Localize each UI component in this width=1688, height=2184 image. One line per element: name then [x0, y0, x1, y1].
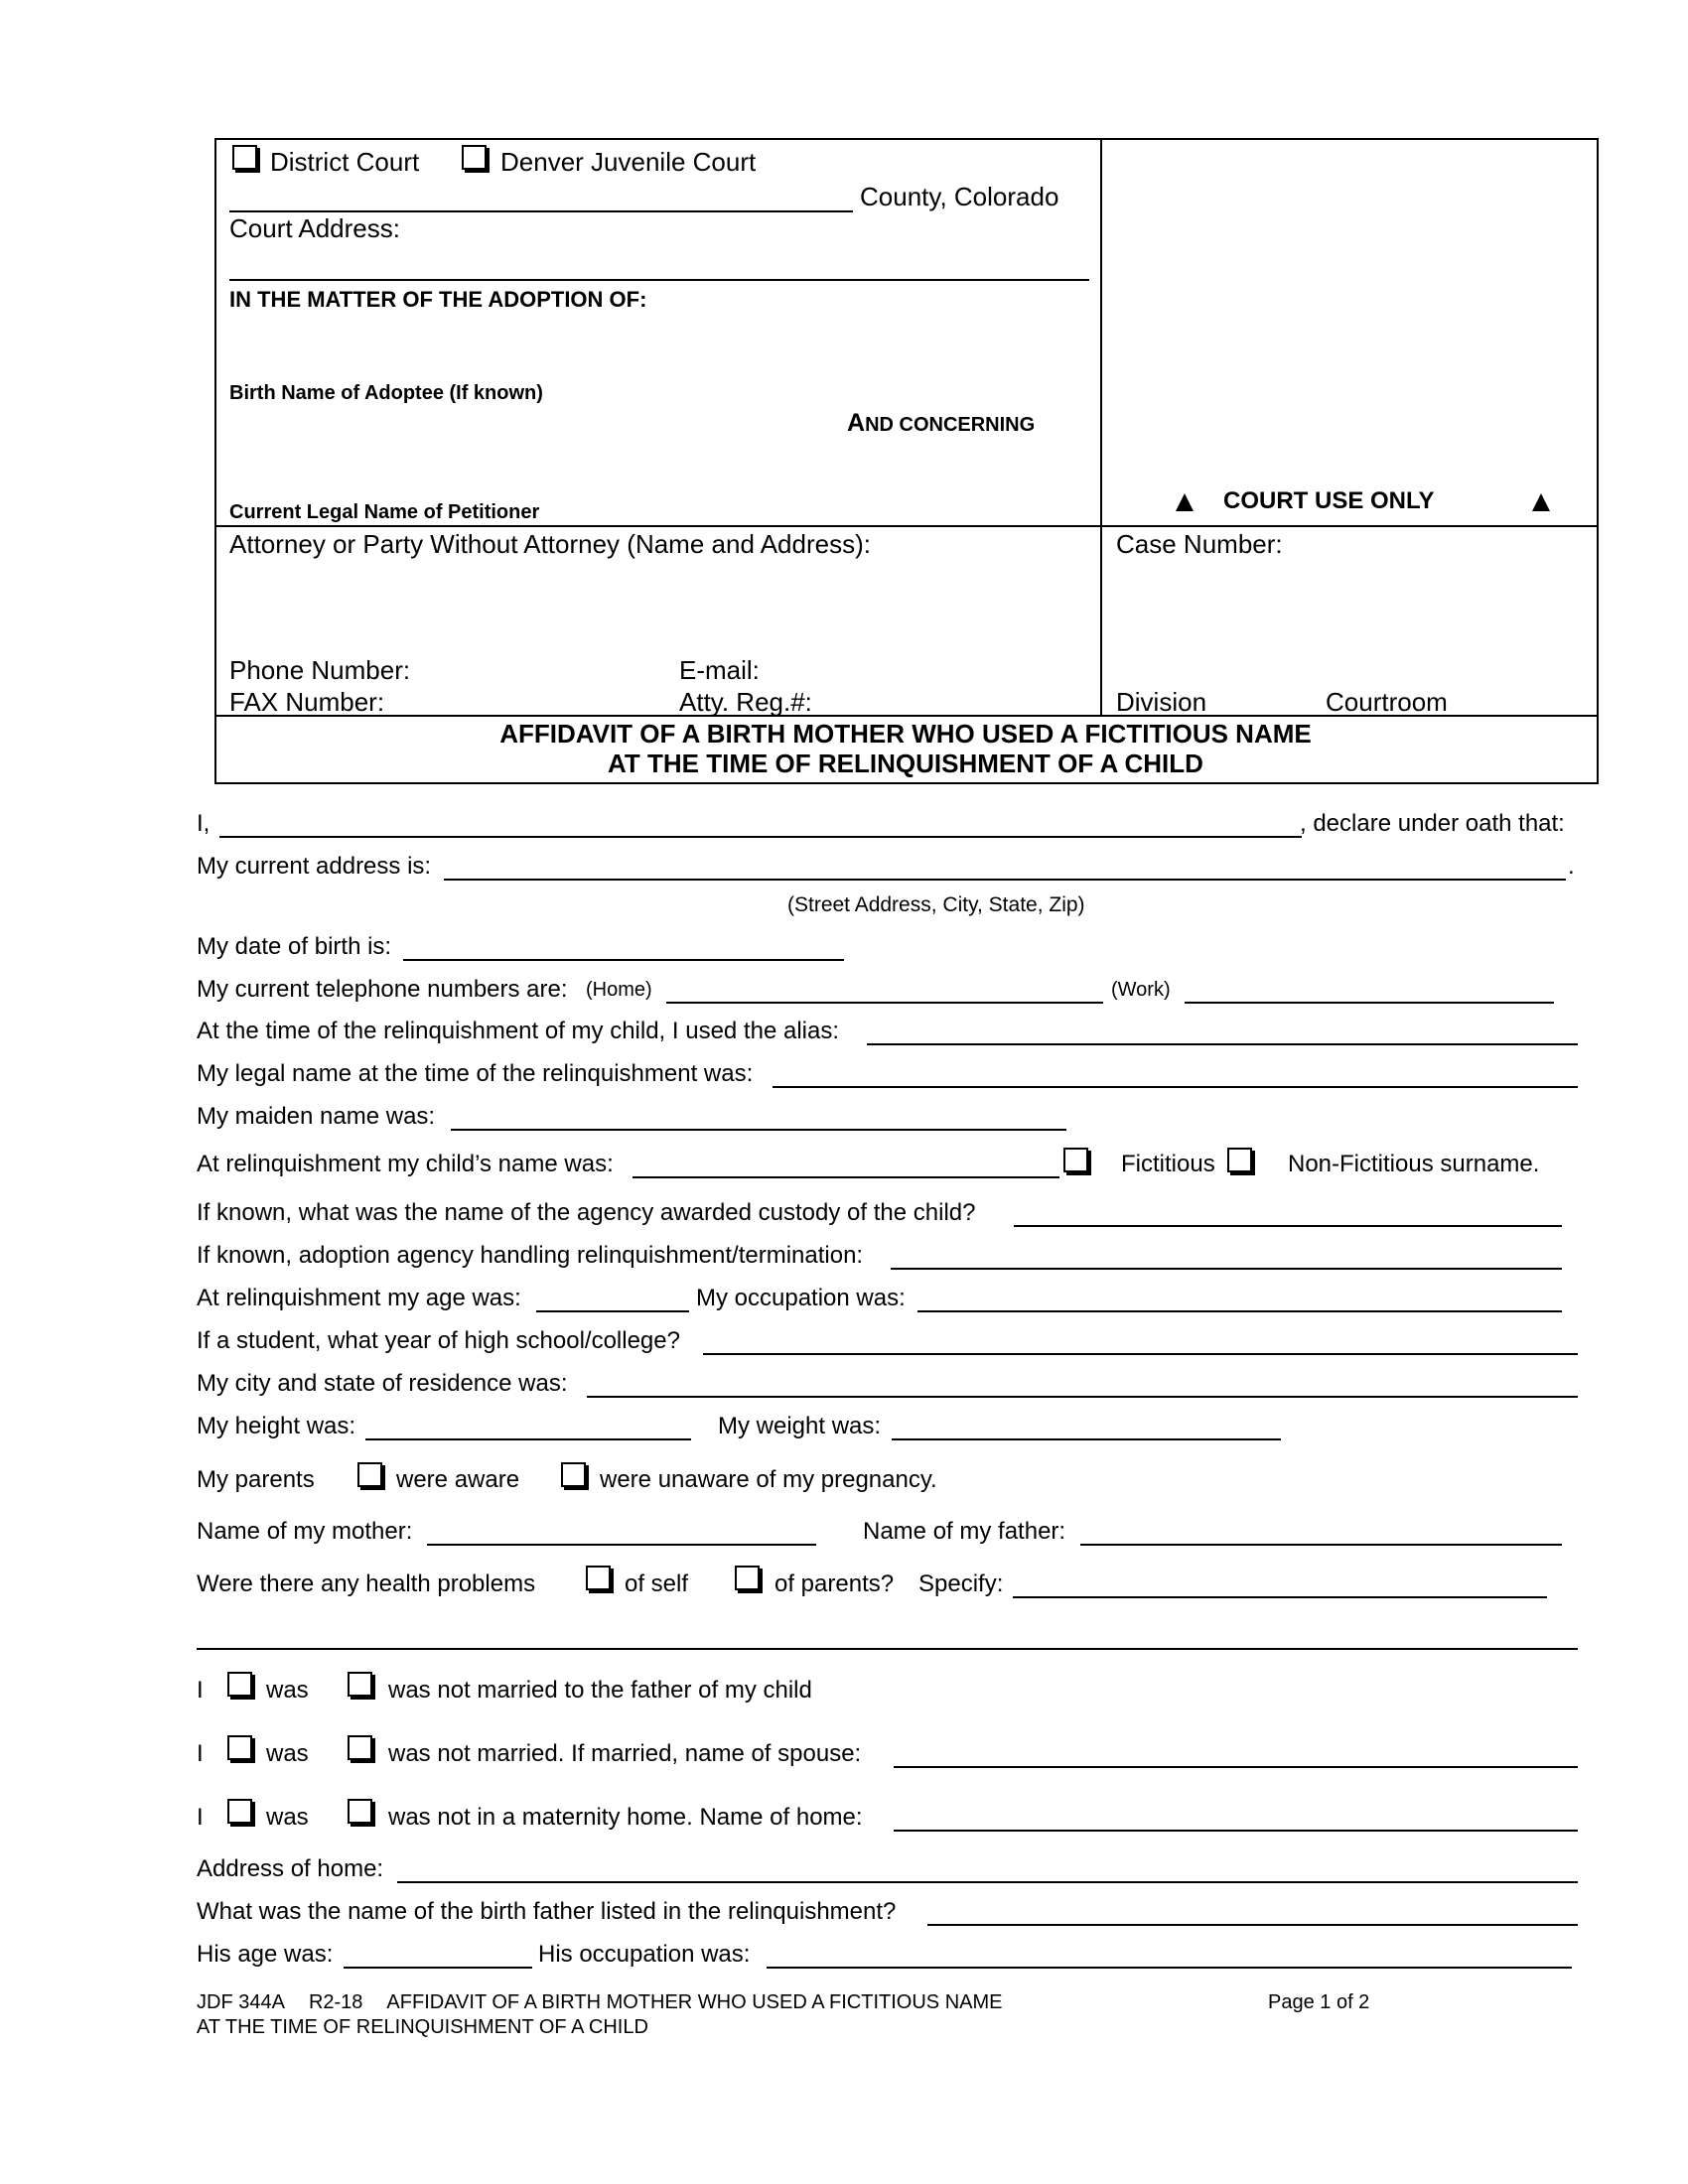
court-address-label: Court Address:	[229, 213, 400, 243]
up-arrow-right-icon	[1532, 493, 1550, 511]
mother-name-label: Name of my mother:	[197, 1518, 413, 1545]
and-concerning-label: AND CONCERNING	[847, 409, 1036, 437]
alias-field[interactable]	[867, 1043, 1578, 1045]
caption-divider-vertical	[1100, 138, 1102, 715]
occupation-field[interactable]	[917, 1310, 1562, 1312]
mother-name-field[interactable]	[427, 1544, 816, 1546]
footer-line1	[197, 1991, 1002, 2014]
county-colorado-label: County, Colorado	[860, 182, 1059, 211]
non-fictitious-label: Non-Fictitious surname.	[1288, 1151, 1540, 1177]
married-spouse-was-not-checkbox[interactable]	[348, 1735, 372, 1760]
attorney-label: Attorney or Party Without Attorney (Name and Address):	[229, 529, 871, 559]
caption-divider-attorney	[214, 525, 1597, 527]
maternity-was-not-checkbox[interactable]	[348, 1799, 372, 1824]
occupation-was-label: My occupation was:	[696, 1285, 906, 1311]
address-home-label: Address of home:	[197, 1855, 384, 1882]
father-name-label: Name of my father:	[863, 1518, 1066, 1545]
division-label: Division	[1116, 687, 1207, 717]
fax-number-label: FAX Number:	[229, 687, 385, 717]
were-aware-label: were aware	[396, 1466, 520, 1493]
my-parents-label: My parents	[197, 1466, 315, 1493]
student-year-field[interactable]	[703, 1353, 1578, 1355]
case-number-label: Case Number:	[1116, 529, 1283, 559]
maternity-home-name-field[interactable]	[894, 1830, 1578, 1832]
phones-label: My current telephone numbers are:	[197, 976, 568, 1003]
child-name-label: At relinquishment my child’s name was:	[197, 1151, 614, 1177]
county-field[interactable]	[229, 210, 853, 212]
address-home-field[interactable]	[397, 1881, 1578, 1883]
address-hint: (Street Address, City, State, Zip)	[787, 893, 1085, 916]
declare-label: , declare under oath that:	[1300, 810, 1565, 837]
married-father-was-checkbox[interactable]	[227, 1672, 252, 1697]
of-self-label: of self	[625, 1570, 689, 1597]
court-use-only-label: COURT USE ONLY	[1223, 487, 1435, 514]
health-problems-label: Were there any health problems	[197, 1570, 536, 1597]
birth-father-label: What was the name of the birth father listed in the relinquishment?	[197, 1898, 897, 1925]
age-was-label: At relinquishment my age was:	[197, 1285, 521, 1311]
dob-field[interactable]	[403, 959, 844, 961]
current-address-label: My current address is:	[197, 853, 432, 880]
district-court-checkbox[interactable]	[232, 145, 257, 170]
footer-revision: R2-18	[308, 1991, 363, 2013]
court-address-field[interactable]	[229, 279, 1089, 281]
parents-unaware-checkbox[interactable]	[561, 1462, 586, 1487]
up-arrow-left-icon	[1176, 493, 1194, 511]
denver-juvenile-court-checkbox[interactable]	[462, 145, 487, 170]
denver-juvenile-court-label: Denver Juvenile Court	[500, 147, 757, 177]
health-parents-checkbox[interactable]	[735, 1566, 760, 1590]
birth-name-adoptee-label: Birth Name of Adoptee (If known)	[229, 382, 543, 404]
alias-label: At the time of the relinquishment of my child, I used the alias:	[197, 1018, 839, 1044]
married-father-was-not-checkbox[interactable]	[348, 1672, 372, 1697]
were-unaware-label: were unaware of my pregnancy.	[600, 1466, 937, 1493]
form-title-line2: AT THE TIME OF RELINQUISHMENT OF A CHILD	[608, 749, 1203, 778]
his-occupation-label: His occupation was:	[538, 1941, 751, 1968]
of-parents-label: of parents?	[774, 1570, 895, 1597]
weight-field[interactable]	[892, 1438, 1281, 1440]
fictitious-checkbox[interactable]	[1063, 1148, 1088, 1172]
legal-name-label: My legal name at the time of the relinquishment was:	[197, 1060, 754, 1087]
form-title-line1: AFFIDAVIT OF A BIRTH MOTHER WHO USED A FICTITIOUS NAME	[499, 719, 1312, 749]
married-spouse-was-not-label: was not married. If married, name of spouse:	[388, 1740, 862, 1767]
maternity-was-label: was	[266, 1804, 309, 1831]
father-name-field[interactable]	[1080, 1544, 1562, 1546]
married-spouse-i-label: I	[197, 1740, 204, 1767]
footer-title-line1: AFFIDAVIT OF A BIRTH MOTHER WHO USED A FICTITIOUS NAME	[386, 1991, 1003, 2013]
maternity-was-checkbox[interactable]	[227, 1799, 252, 1824]
non-fictitious-checkbox[interactable]	[1227, 1148, 1252, 1172]
work-phone-field[interactable]	[1185, 1002, 1554, 1004]
maiden-name-field[interactable]	[451, 1129, 1066, 1131]
city-state-field[interactable]	[587, 1396, 1578, 1398]
declarant-name-field[interactable]	[219, 836, 1302, 838]
footer-title-line2: AT THE TIME OF RELINQUISHMENT OF A CHILD	[197, 2016, 648, 2038]
married-father-i-label: I	[197, 1677, 204, 1704]
maternity-i-label: I	[197, 1804, 204, 1831]
adoption-agency-label: If known, adoption agency handling relinquishment/termination:	[197, 1242, 864, 1269]
specify-label: Specify:	[918, 1570, 1004, 1597]
agency-custody-label: If known, what was the name of the agency awarded custody of the child?	[197, 1199, 976, 1226]
phone-number-label: Phone Number:	[229, 655, 411, 685]
student-year-label: If a student, what year of high school/college?	[197, 1327, 680, 1354]
district-court-label: District Court	[270, 147, 420, 177]
his-age-label: His age was:	[197, 1941, 334, 1968]
atty-reg-label: Atty. Reg.#:	[679, 687, 812, 717]
health-self-checkbox[interactable]	[586, 1566, 611, 1590]
birth-father-field[interactable]	[927, 1924, 1578, 1926]
married-father-was-label: was	[266, 1677, 309, 1704]
weight-label: My weight was:	[718, 1413, 882, 1439]
his-occupation-field[interactable]	[767, 1967, 1572, 1969]
married-spouse-was-checkbox[interactable]	[227, 1735, 252, 1760]
current-legal-name-label: Current Legal Name of Petitioner	[229, 501, 540, 523]
dob-label: My date of birth is:	[197, 933, 392, 960]
agency-custody-field[interactable]	[1014, 1225, 1562, 1227]
spouse-name-field[interactable]	[894, 1766, 1578, 1768]
married-father-was-not-label: was not married to the father of my child	[388, 1677, 812, 1704]
legal-name-field[interactable]	[773, 1086, 1578, 1088]
current-address-field[interactable]	[444, 879, 1566, 881]
courtroom-label: Courtroom	[1326, 687, 1448, 717]
specify-field[interactable]	[1013, 1596, 1547, 1598]
footer-form-id: JDF 344A	[197, 1991, 285, 2013]
his-age-field[interactable]	[344, 1967, 532, 1969]
specify-continuation-field[interactable]	[197, 1648, 1578, 1650]
fictitious-label: Fictitious	[1121, 1151, 1215, 1177]
footer-page-number: Page 1 of 2	[1268, 1991, 1370, 2013]
age-field[interactable]	[536, 1310, 689, 1312]
married-spouse-was-label: was	[266, 1740, 309, 1767]
work-phone-label: (Work)	[1111, 979, 1171, 1001]
home-phone-field[interactable]	[666, 1002, 1103, 1004]
parents-aware-checkbox[interactable]	[357, 1462, 382, 1487]
height-label: My height was:	[197, 1413, 356, 1439]
city-state-label: My city and state of residence was:	[197, 1370, 568, 1397]
child-name-field[interactable]	[633, 1176, 1059, 1178]
maternity-was-not-label: was not in a maternity home. Name of home:	[388, 1804, 863, 1831]
address-period: .	[1568, 853, 1575, 880]
in-the-matter-heading: IN THE MATTER OF THE ADOPTION OF:	[229, 287, 647, 312]
home-phone-label: (Home)	[586, 979, 652, 1001]
i-prefix-label: I,	[197, 810, 211, 837]
maiden-name-label: My maiden name was:	[197, 1103, 436, 1130]
adoption-agency-field[interactable]	[891, 1268, 1562, 1270]
height-field[interactable]	[365, 1438, 691, 1440]
email-label: E-mail:	[679, 655, 760, 685]
